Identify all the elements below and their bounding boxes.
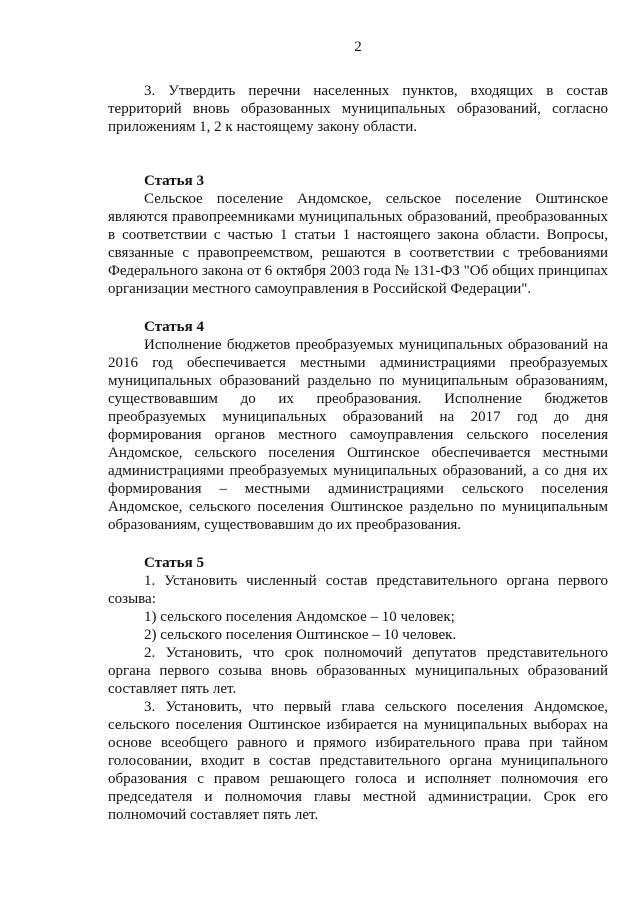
article-4-title: Статья 4: [144, 319, 204, 335]
intro-section: [108, 82, 608, 136]
article-5-title: Статья 5: [144, 555, 204, 571]
article-5-list-item-1: 1) сельского поселения Андомское – 10 человек;: [144, 609, 455, 625]
intro-paragraph: 3. Утвердить перечни населенных пунктов, входящих в состав территорий вновь образованных муниципальных образований, согласно приложениям 1, 2 к настоящему закону области.: [108, 83, 608, 135]
article-5: [108, 554, 608, 824]
document-page: [108, 38, 608, 824]
article-3-paragraph: Сельское поселение Андомское, сельское поселение Оштинское являются правопреемниками муниципальных образований, преобразованных в соответствии с частью 1 статьи 1 настоящего закона области. Вопросы, связанные с правопреемством, решаются в соответствии с требованиями Федерального закона от 6 октября 2003 года № 131-ФЗ "Об общих принципах организации местного самоуправления в Российской Федерации".: [108, 191, 608, 297]
article-5-list-item-2: 2) сельского поселения Оштинское – 10 человек.: [144, 627, 457, 643]
article-3: [108, 172, 608, 298]
article-5-paragraph-3: 3. Установить, что первый глава сельского поселения Андомское, сельского поселения Оштинское избирается на муниципальных выборах на основе всеобщего равного и прямого избирательного права при тайном голосовании, входит в состав представительного органа муниципального образования с правом решающего голоса и исполняет полномочия его председателя и полномочия главы местной администрации. Срок его полномочий составляет пять лет.: [108, 699, 608, 823]
article-3-title: Статья 3: [144, 173, 204, 189]
article-5-paragraph-2: 2. Установить, что срок полномочий депутатов представительного органа первого созыва вновь образованных муниципальных образований составляет пять лет.: [108, 645, 608, 697]
page-number: 2: [354, 39, 362, 55]
article-4: [108, 318, 608, 534]
article-4-paragraph: Исполнение бюджетов преобразуемых муниципальных образований на 2016 год обеспечивается местными администрациями преобразуемых муниципальных образований раздельно по муниципальным образованиям, существовавшим до их преобразования. Исполнение бюджетов преобразуемых муниципальных образований на 2017 год до дня формирования органов местного самоуправления сельского поселения Андомское, сельского поселения Оштинское обеспечивается местными администрациями преобразуемых муниципальных образований, а со дня их формирования – местными администрациями сельского поселения Андомское, сельского поселения Оштинское раздельно по муниципальным образованиям, существовавшим до их преобразования.: [108, 337, 608, 533]
article-5-paragraph-1: 1. Установить численный состав представительного органа первого созыва:: [108, 573, 608, 607]
